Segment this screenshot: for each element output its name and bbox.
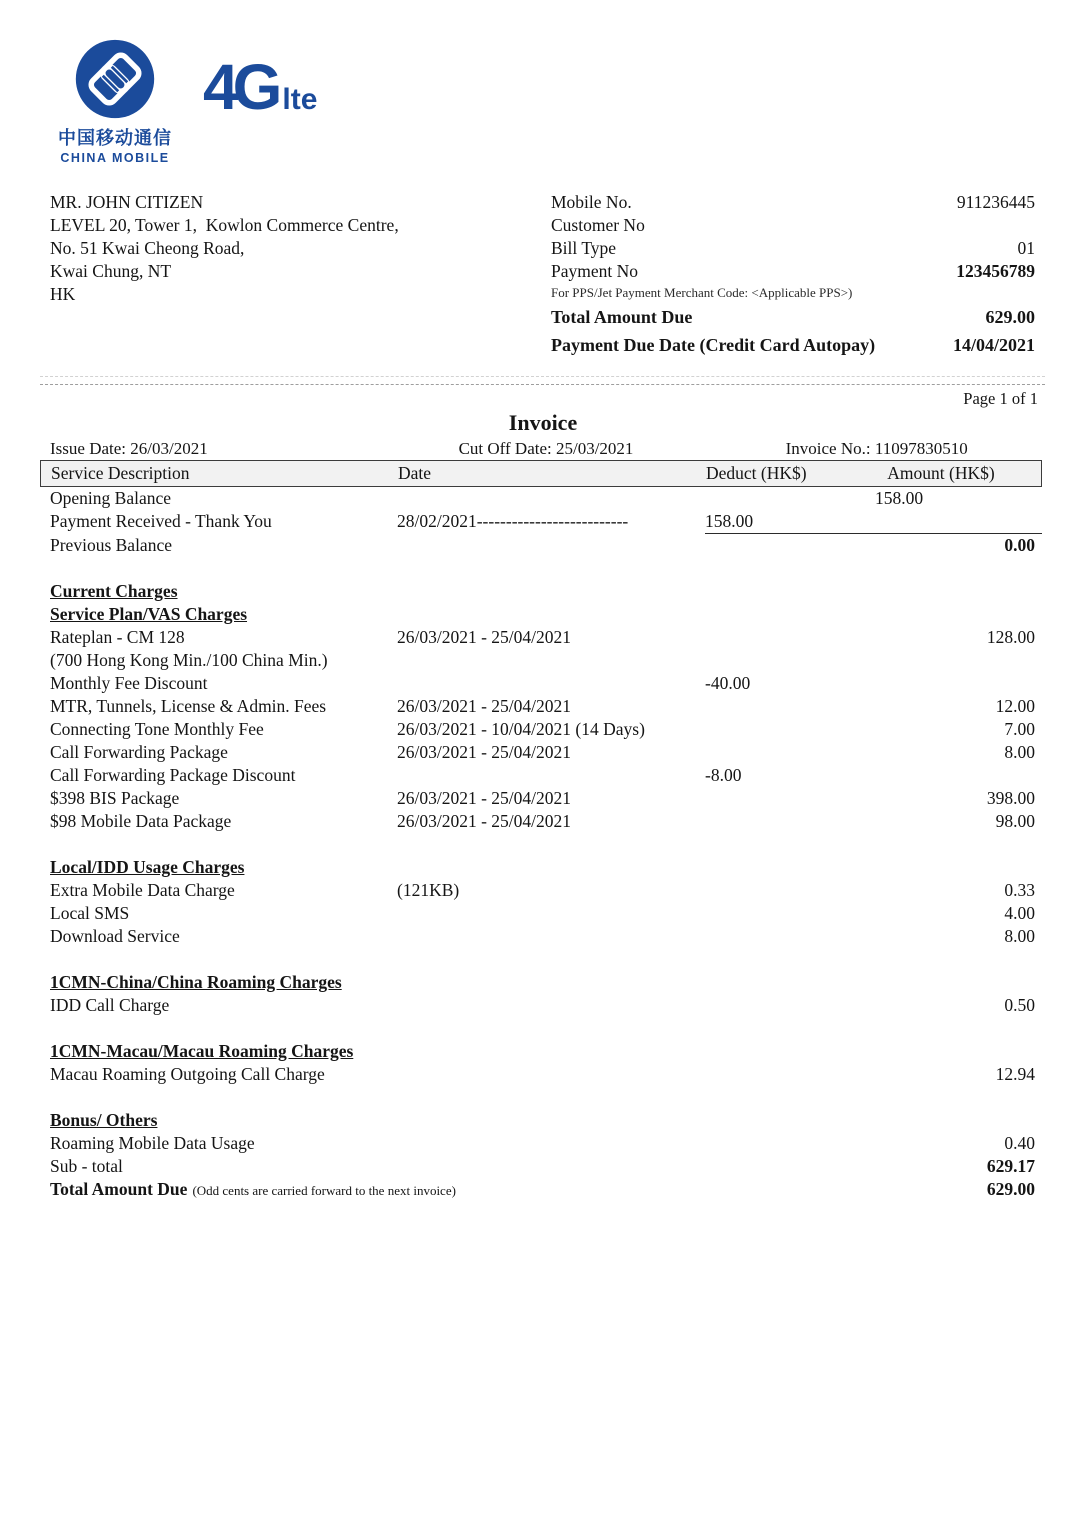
date-cell bbox=[397, 856, 705, 879]
amount-cell bbox=[840, 649, 1042, 672]
deduct-cell bbox=[705, 994, 840, 1017]
date-cell bbox=[397, 971, 705, 994]
column-header-service-description: Service Description bbox=[51, 463, 190, 483]
deduct-cell bbox=[705, 879, 840, 902]
deduct-cell bbox=[705, 1040, 840, 1063]
amount-cell: 0.50 bbox=[1004, 995, 1035, 1015]
service-description-cell: Local SMS bbox=[50, 903, 130, 923]
date-cell bbox=[397, 487, 705, 510]
odd-cents-note: (Odd cents are carried forward to the next invoice) bbox=[192, 1183, 456, 1198]
table-row bbox=[40, 1155, 1042, 1178]
spacer-row bbox=[40, 1017, 1042, 1040]
date-cell bbox=[397, 1155, 705, 1178]
deduct-cell bbox=[705, 810, 840, 833]
table-row bbox=[40, 787, 1042, 810]
deduct-cell bbox=[705, 1109, 840, 1132]
account-value: 123456789 bbox=[956, 261, 1035, 281]
table-row bbox=[40, 487, 1042, 510]
date-cell bbox=[397, 672, 705, 695]
amount-cell: 0.40 bbox=[1004, 1133, 1035, 1153]
service-description-cell: $98 Mobile Data Package bbox=[50, 811, 232, 831]
deduct-cell bbox=[705, 787, 840, 810]
china-mobile-logo bbox=[55, 38, 1086, 165]
deduct-cell bbox=[705, 487, 840, 510]
amount-cell bbox=[840, 764, 1042, 787]
lte-text: lte bbox=[282, 83, 318, 116]
address-line: No. 51 Kwai Cheong Road, bbox=[50, 238, 245, 258]
table-row bbox=[40, 741, 1042, 764]
date-cell bbox=[397, 1178, 705, 1202]
deduct-cell: -8.00 bbox=[705, 765, 742, 785]
service-description-cell: Macau Roaming Outgoing Call Charge bbox=[50, 1064, 325, 1084]
service-description-cell: Call Forwarding Package Discount bbox=[50, 765, 296, 785]
service-description-cell: Connecting Tone Monthly Fee bbox=[50, 719, 264, 739]
amount-cell: 7.00 bbox=[1004, 719, 1035, 739]
deduct-cell: -40.00 bbox=[705, 673, 751, 693]
address-line: MR. JOHN CITIZEN bbox=[50, 192, 204, 212]
service-description-cell: $398 BIS Package bbox=[50, 788, 180, 808]
date-cell bbox=[397, 1040, 705, 1063]
amount-cell bbox=[840, 672, 1042, 695]
table-row bbox=[40, 695, 1042, 718]
spacer-row bbox=[40, 833, 1042, 856]
date-cell bbox=[397, 994, 705, 1017]
date-cell bbox=[397, 580, 705, 603]
address-line: LEVEL 20, Tower 1, Kowlon Commerce Centre, bbox=[50, 215, 399, 235]
service-description-cell: Payment Received - Thank You bbox=[50, 511, 272, 531]
table-row bbox=[40, 810, 1042, 833]
service-description-cell: Monthly Fee Discount bbox=[50, 673, 208, 693]
address-line: HK bbox=[50, 284, 76, 304]
table-row bbox=[40, 534, 1042, 557]
amount-cell: 158.00 bbox=[875, 488, 924, 508]
date-cell: 26/03/2021 - 25/04/2021 bbox=[397, 742, 572, 762]
amount-cell bbox=[840, 510, 1042, 534]
deduct-cell bbox=[705, 856, 840, 879]
account-label: Mobile No. bbox=[551, 192, 632, 212]
service-description-cell: Rateplan - CM 128 bbox=[50, 627, 185, 647]
amount-cell: 398.00 bbox=[986, 788, 1035, 808]
date-cell bbox=[397, 1132, 705, 1155]
payment-due-date-row bbox=[551, 333, 1035, 358]
table-row bbox=[40, 1132, 1042, 1155]
section-header-row bbox=[40, 1040, 1042, 1063]
invoice-rows bbox=[40, 487, 1042, 1202]
table-row bbox=[40, 902, 1042, 925]
amount-cell: 0.00 bbox=[1004, 535, 1035, 555]
amount-cell bbox=[840, 603, 1042, 626]
account-value: 01 bbox=[1017, 238, 1035, 258]
china-mobile-emblem-icon bbox=[74, 38, 156, 120]
section-title: 1CMN-Macau/Macau Roaming Charges bbox=[50, 1041, 354, 1061]
amount-cell bbox=[840, 580, 1042, 603]
address-line: Kwai Chung, NT bbox=[50, 261, 172, 281]
service-description-cell: Call Forwarding Package bbox=[50, 742, 228, 762]
date-cell bbox=[397, 1109, 705, 1132]
account-label: Payment No bbox=[551, 261, 639, 281]
invoice-meta bbox=[46, 438, 1042, 460]
page-indicator: Page 1 of 1 bbox=[963, 389, 1038, 408]
date-cell bbox=[397, 649, 705, 672]
section-header-row bbox=[40, 1109, 1042, 1132]
date-cell: 26/03/2021 - 25/04/2021 bbox=[397, 788, 572, 808]
perforation-line bbox=[40, 376, 1045, 385]
amount-cell: 629.17 bbox=[986, 1156, 1035, 1176]
date-cell: 28/02/2021-------------------------- bbox=[397, 511, 629, 531]
date-cell: 26/03/2021 - 25/04/2021 bbox=[397, 696, 572, 716]
service-description-cell: Opening Balance bbox=[50, 488, 171, 508]
table-row bbox=[40, 626, 1042, 649]
deduct-cell bbox=[705, 580, 840, 603]
table-row bbox=[40, 879, 1042, 902]
payment-due-date-label: Payment Due Date (Credit Card Autopay) bbox=[551, 335, 876, 355]
service-description-cell: Extra Mobile Data Charge bbox=[50, 880, 235, 900]
deduct-cell bbox=[705, 902, 840, 925]
amount-cell bbox=[840, 971, 1042, 994]
deduct-cell bbox=[705, 603, 840, 626]
service-description-cell: Previous Balance bbox=[50, 535, 172, 555]
date-cell bbox=[397, 534, 705, 557]
cut-off-date: Cut Off Date: 25/03/2021 bbox=[458, 439, 634, 458]
amount-cell: 12.00 bbox=[995, 696, 1035, 716]
account-row-payment-no bbox=[551, 260, 1035, 283]
section-header-row bbox=[40, 971, 1042, 994]
invoice-title: Invoice bbox=[508, 410, 578, 435]
service-description-cell: (700 Hong Kong Min./100 China Min.) bbox=[50, 650, 328, 670]
amount-cell: 8.00 bbox=[1004, 926, 1035, 946]
total-amount-due-label: Total Amount Due bbox=[551, 307, 693, 327]
amount-cell: 4.00 bbox=[1004, 903, 1035, 923]
amount-cell: 629.00 bbox=[986, 1179, 1035, 1199]
4g-text: 4G bbox=[203, 51, 277, 123]
deduct-cell: 158.00 bbox=[705, 510, 840, 534]
table-row bbox=[40, 1178, 1042, 1202]
section-title: Service Plan/VAS Charges bbox=[50, 604, 248, 624]
amount-cell bbox=[840, 1040, 1042, 1063]
service-description-cell: Total Amount Due (Odd cents are carried forward to the next invoice) bbox=[50, 1179, 456, 1199]
deduct-cell bbox=[705, 1155, 840, 1178]
amount-cell: 128.00 bbox=[986, 627, 1035, 647]
section-title: Bonus/ Others bbox=[50, 1110, 158, 1130]
service-description-cell: Download Service bbox=[50, 926, 180, 946]
4g-lte-logo bbox=[203, 50, 317, 124]
brand-english-name: CHINA MOBILE bbox=[60, 151, 170, 165]
date-cell: (121KB) bbox=[397, 880, 460, 900]
account-label: Customer No bbox=[551, 215, 645, 235]
deduct-cell bbox=[705, 741, 840, 764]
amount-cell bbox=[840, 856, 1042, 879]
table-row bbox=[40, 718, 1042, 741]
account-info bbox=[551, 191, 1035, 358]
account-value: 911236445 bbox=[956, 192, 1035, 212]
table-row bbox=[40, 510, 1042, 534]
amount-cell: 0.33 bbox=[1004, 880, 1035, 900]
date-cell bbox=[397, 925, 705, 948]
payment-due-date-value: 14/04/2021 bbox=[952, 335, 1035, 355]
date-cell: 26/03/2021 - 25/04/2021 bbox=[397, 627, 572, 647]
deduct-cell bbox=[705, 1178, 840, 1202]
deduct-cell bbox=[705, 925, 840, 948]
date-cell bbox=[397, 764, 705, 787]
date-cell: 26/03/2021 - 10/04/2021 (14 Days) bbox=[397, 719, 645, 739]
amount-cell: 98.00 bbox=[995, 811, 1035, 831]
deduct-cell bbox=[705, 534, 840, 557]
account-row-bill-type bbox=[551, 237, 1035, 260]
column-header-amount: Amount (HK$) bbox=[887, 463, 995, 483]
section-header-row bbox=[40, 603, 1042, 626]
pps-merchant-note: For PPS/Jet Payment Merchant Code: <Applicable PPS>) bbox=[551, 285, 853, 300]
date-cell bbox=[397, 603, 705, 626]
deduct-cell bbox=[705, 1063, 840, 1086]
table-row bbox=[40, 1063, 1042, 1086]
amount-cell: 12.94 bbox=[995, 1064, 1035, 1084]
china-mobile-emblem bbox=[55, 38, 175, 165]
table-header bbox=[40, 460, 1042, 487]
deduct-cell bbox=[705, 695, 840, 718]
info-section bbox=[50, 191, 1035, 358]
deduct-cell bbox=[705, 718, 840, 741]
amount-cell bbox=[840, 1109, 1042, 1132]
section-title: Current Charges bbox=[50, 581, 178, 601]
service-description-cell: Sub - total bbox=[50, 1156, 123, 1176]
service-description-cell: Roaming Mobile Data Usage bbox=[50, 1133, 255, 1153]
table-row bbox=[40, 994, 1042, 1017]
issue-date: Issue Date: 26/03/2021 bbox=[50, 439, 208, 458]
table-row bbox=[40, 764, 1042, 787]
service-description-cell: IDD Call Charge bbox=[50, 995, 170, 1015]
account-row-mobile-no bbox=[551, 191, 1035, 214]
date-cell bbox=[397, 902, 705, 925]
section-header-row bbox=[40, 856, 1042, 879]
table-row bbox=[40, 925, 1042, 948]
brand-chinese-name: 中国移动通信 bbox=[58, 128, 172, 149]
deduct-cell bbox=[705, 1132, 840, 1155]
spacer-row bbox=[40, 948, 1042, 971]
service-description-cell: MTR, Tunnels, License & Admin. Fees bbox=[50, 696, 327, 716]
section-title: 1CMN-China/China Roaming Charges bbox=[50, 972, 342, 992]
column-header-deduct: Deduct (HK$) bbox=[706, 463, 807, 483]
total-amount-due-value: 629.00 bbox=[985, 307, 1035, 327]
date-cell bbox=[397, 1063, 705, 1086]
table-row bbox=[40, 672, 1042, 695]
charges-table bbox=[40, 460, 1042, 1202]
amount-cell: 8.00 bbox=[1004, 742, 1035, 762]
section-title: Local/IDD Usage Charges bbox=[50, 857, 245, 877]
customer-address bbox=[50, 191, 520, 358]
table-row bbox=[40, 649, 1042, 672]
deduct-cell bbox=[705, 649, 840, 672]
account-label: Bill Type bbox=[551, 238, 617, 258]
deduct-cell bbox=[705, 626, 840, 649]
invoice-number: Invoice No.: 11097830510 bbox=[785, 439, 968, 458]
total-amount-due-row bbox=[551, 305, 1035, 330]
date-cell: 26/03/2021 - 25/04/2021 bbox=[397, 811, 572, 831]
spacer-row bbox=[40, 557, 1042, 580]
section-header-row bbox=[40, 580, 1042, 603]
account-row-customer-no bbox=[551, 214, 1035, 237]
spacer-row bbox=[40, 1086, 1042, 1109]
deduct-cell bbox=[705, 971, 840, 994]
column-header-date: Date bbox=[398, 463, 432, 483]
